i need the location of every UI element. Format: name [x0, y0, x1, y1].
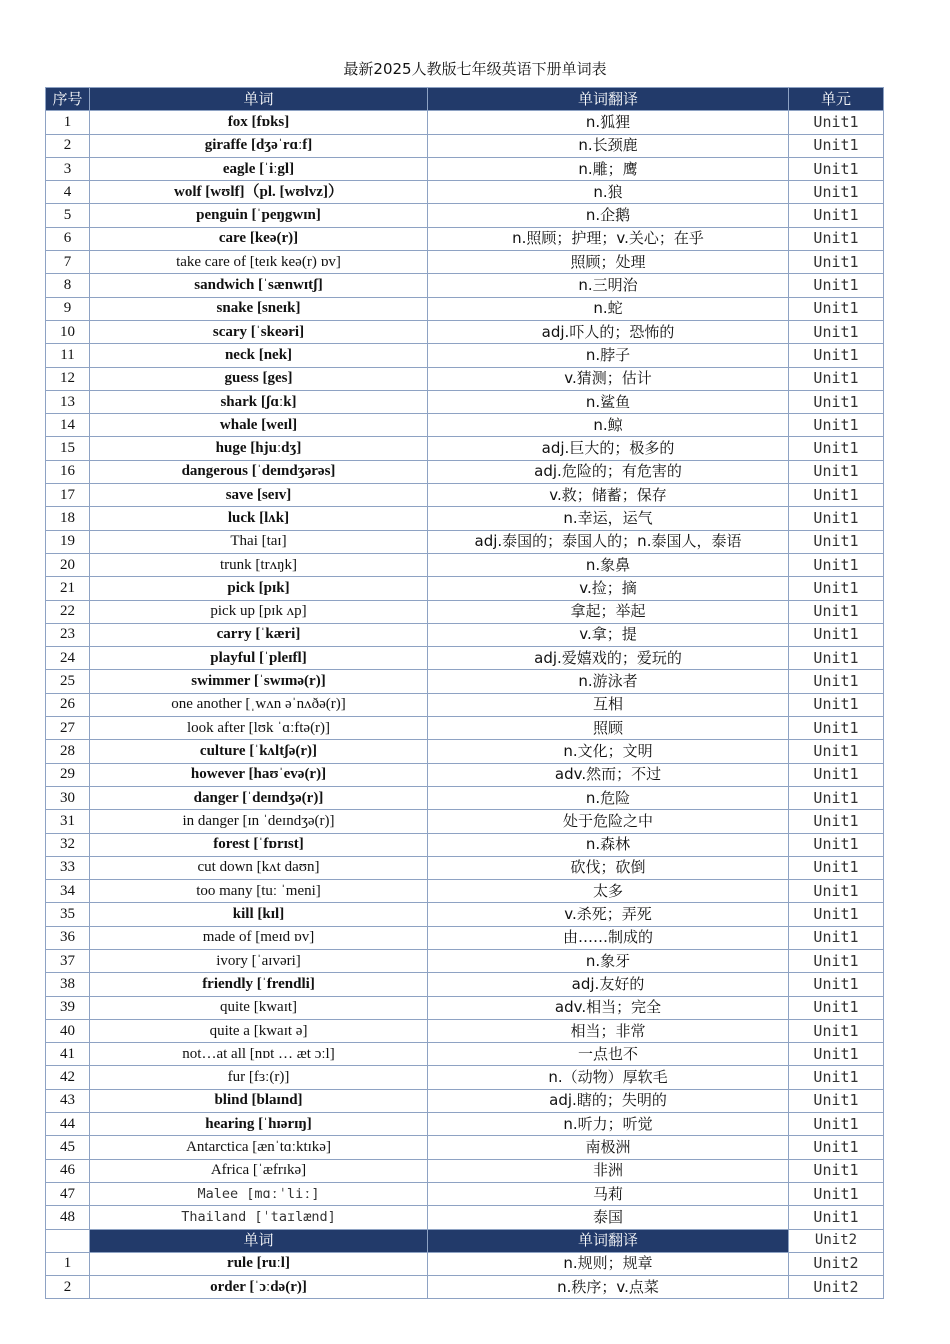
- word-cell: in danger [ɪn ˈdeɪndʒə(r)]: [90, 810, 428, 833]
- translation-cell: 互相: [428, 693, 789, 716]
- row-number: 24: [46, 647, 90, 670]
- unit-cell: Unit1: [789, 484, 884, 507]
- row-number: 1: [46, 1252, 90, 1275]
- row-number: 20: [46, 553, 90, 576]
- table-row: [46, 623, 884, 646]
- table-row: [46, 600, 884, 623]
- table-row: [46, 134, 884, 157]
- word-cell: penguin [ˈpeŋgwɪn]: [90, 204, 428, 227]
- unit-cell: Unit1: [789, 856, 884, 879]
- word-cell: save [seɪv]: [90, 484, 428, 507]
- translation-cell: n.狼: [428, 181, 789, 204]
- unit-cell: Unit1: [789, 320, 884, 343]
- unit-cell: Unit1: [789, 460, 884, 483]
- word-cell: rule [ruːl]: [90, 1252, 428, 1275]
- unit2-header-translation: 单词翻译: [428, 1229, 789, 1252]
- translation-cell: adj.巨大的；极多的: [428, 437, 789, 460]
- unit-cell: Unit1: [789, 297, 884, 320]
- translation-cell: n.听力；听觉: [428, 1113, 789, 1136]
- table-row: [46, 484, 884, 507]
- unit-cell: Unit1: [789, 1182, 884, 1205]
- word-cell: order [ˈɔːdə(r)]: [90, 1276, 428, 1299]
- unit-cell: Unit1: [789, 157, 884, 180]
- row-number: 2: [46, 1276, 90, 1299]
- table-row: [46, 810, 884, 833]
- unit-cell: Unit1: [789, 600, 884, 623]
- row-number: 36: [46, 926, 90, 949]
- translation-cell: n.企鹅: [428, 204, 789, 227]
- unit-cell: Unit1: [789, 973, 884, 996]
- table-row: [46, 1019, 884, 1042]
- word-cell: one another [ˌwʌn əˈnʌðə(r)]: [90, 693, 428, 716]
- table-row: [46, 740, 884, 763]
- table-row: [46, 647, 884, 670]
- row-number: 25: [46, 670, 90, 693]
- row-number: 41: [46, 1043, 90, 1066]
- table-row: [46, 111, 884, 134]
- row-number: 23: [46, 623, 90, 646]
- unit-cell: Unit1: [789, 996, 884, 1019]
- row-number: 13: [46, 390, 90, 413]
- table-row: [46, 1066, 884, 1089]
- unit-cell: Unit1: [789, 1206, 884, 1229]
- translation-cell: 照顾: [428, 717, 789, 740]
- translation-cell: 拿起；举起: [428, 600, 789, 623]
- unit-cell: Unit1: [789, 1113, 884, 1136]
- row-number: 26: [46, 693, 90, 716]
- word-cell: quite a [kwaɪt ə]: [90, 1019, 428, 1042]
- translation-cell: 处于危险之中: [428, 810, 789, 833]
- word-cell: luck [lʌk]: [90, 507, 428, 530]
- word-cell: not…at all [nɒt … æt ɔːl]: [90, 1043, 428, 1066]
- unit-cell: Unit1: [789, 717, 884, 740]
- translation-cell: n.文化；文明: [428, 740, 789, 763]
- row-number: 21: [46, 577, 90, 600]
- unit-cell: Unit1: [789, 344, 884, 367]
- row-number: 1: [46, 111, 90, 134]
- unit-cell: Unit1: [789, 530, 884, 553]
- row-number: 39: [46, 996, 90, 1019]
- table-row: [46, 1136, 884, 1159]
- translation-cell: v.捡；摘: [428, 577, 789, 600]
- word-cell: huge [hjuːdʒ]: [90, 437, 428, 460]
- row-number: 6: [46, 227, 90, 250]
- word-cell: dangerous [ˈdeɪndʒərəs]: [90, 460, 428, 483]
- word-cell: sandwich [ˈsænwɪtʃ]: [90, 274, 428, 297]
- row-number: 19: [46, 530, 90, 553]
- row-number: 48: [46, 1206, 90, 1229]
- translation-cell: v.救；储蓄；保存: [428, 484, 789, 507]
- table-row: [46, 1276, 884, 1299]
- row-number: 34: [46, 880, 90, 903]
- word-cell: too many [tuː ˈmeni]: [90, 880, 428, 903]
- row-number: 4: [46, 181, 90, 204]
- unit-cell: Unit1: [789, 926, 884, 949]
- translation-cell: n.（动物）厚软毛: [428, 1066, 789, 1089]
- translation-cell: adj.爱嬉戏的；爱玩的: [428, 647, 789, 670]
- word-cell: cut down [kʌt daʊn]: [90, 856, 428, 879]
- translation-cell: 砍伐；砍倒: [428, 856, 789, 879]
- unit-cell: Unit1: [789, 1043, 884, 1066]
- word-cell: Antarctica [ænˈtɑːktɪkə]: [90, 1136, 428, 1159]
- word-cell: guess [ges]: [90, 367, 428, 390]
- translation-cell: n.鲸: [428, 414, 789, 437]
- unit2-header-word: 单词: [90, 1229, 428, 1252]
- row-number: 10: [46, 320, 90, 343]
- unit-cell: Unit1: [789, 949, 884, 972]
- row-number: 16: [46, 460, 90, 483]
- table-row: [46, 507, 884, 530]
- row-number: 42: [46, 1066, 90, 1089]
- table-row: [46, 1252, 884, 1275]
- row-number: 38: [46, 973, 90, 996]
- table-row: [46, 530, 884, 553]
- unit-cell: Unit1: [789, 903, 884, 926]
- translation-cell: 太多: [428, 880, 789, 903]
- translation-cell: 马莉: [428, 1182, 789, 1205]
- table-row: [46, 390, 884, 413]
- unit-cell: Unit1: [789, 274, 884, 297]
- row-number: 30: [46, 786, 90, 809]
- word-cell: kill [kɪl]: [90, 903, 428, 926]
- word-cell: culture [ˈkʌltʃə(r)]: [90, 740, 428, 763]
- table-row: [46, 367, 884, 390]
- row-number: 29: [46, 763, 90, 786]
- row-number: 40: [46, 1019, 90, 1042]
- translation-cell: v.猜测；估计: [428, 367, 789, 390]
- table-row: [46, 274, 884, 297]
- vocab-table: [45, 87, 884, 1299]
- header-unit: 单元: [789, 88, 884, 111]
- row-number: 17: [46, 484, 90, 507]
- word-cell: friendly [ˈfrendli]: [90, 973, 428, 996]
- row-number: 33: [46, 856, 90, 879]
- unit-cell: Unit1: [789, 390, 884, 413]
- unit-cell: Unit1: [789, 810, 884, 833]
- word-cell: wolf [wʊlf]（pl. [wʊlvz]）: [90, 181, 428, 204]
- table-row: [46, 693, 884, 716]
- word-cell: care [keə(r)]: [90, 227, 428, 250]
- word-cell: blind [blaɪnd]: [90, 1089, 428, 1112]
- word-cell: forest [ˈfɒrɪst]: [90, 833, 428, 856]
- table-row: [46, 880, 884, 903]
- translation-cell: n.规则；规章: [428, 1252, 789, 1275]
- unit-cell: Unit2: [789, 1276, 884, 1299]
- translation-cell: n.狐狸: [428, 111, 789, 134]
- unit2-header-unit: Unit2: [789, 1229, 884, 1252]
- word-cell: take care of [teɪk keə(r) ɒv]: [90, 251, 428, 274]
- word-cell: danger [ˈdeɪndʒə(r)]: [90, 786, 428, 809]
- word-cell: pick [pɪk]: [90, 577, 428, 600]
- row-number: 7: [46, 251, 90, 274]
- row-number: 3: [46, 157, 90, 180]
- table-header-row: [46, 88, 884, 111]
- table-row: [46, 670, 884, 693]
- translation-cell: 由……制成的: [428, 926, 789, 949]
- word-cell: Africa [ˈæfrɪkə]: [90, 1159, 428, 1182]
- translation-cell: n.照顾；护理；v.关心；在乎: [428, 227, 789, 250]
- word-cell: scary [ˈskeəri]: [90, 320, 428, 343]
- translation-cell: n.三明治: [428, 274, 789, 297]
- word-cell: quite [kwaɪt]: [90, 996, 428, 1019]
- translation-cell: 南极洲: [428, 1136, 789, 1159]
- translation-cell: n.雕；鹰: [428, 157, 789, 180]
- unit-cell: Unit1: [789, 553, 884, 576]
- unit-cell: Unit1: [789, 367, 884, 390]
- translation-cell: adj.友好的: [428, 973, 789, 996]
- row-number: 27: [46, 717, 90, 740]
- unit-cell: Unit1: [789, 1019, 884, 1042]
- table-row: [46, 460, 884, 483]
- word-cell: whale [weɪl]: [90, 414, 428, 437]
- translation-cell: adj.泰国的；泰国人的；n.泰国人，泰语: [428, 530, 789, 553]
- row-number: 31: [46, 810, 90, 833]
- translation-cell: n.蛇: [428, 297, 789, 320]
- table-row: [46, 926, 884, 949]
- word-cell: fur [fɜː(r)]: [90, 1066, 428, 1089]
- word-cell: playful [ˈpleɪfl]: [90, 647, 428, 670]
- table-row: [46, 437, 884, 460]
- unit2-header-blank: [46, 1229, 90, 1252]
- translation-cell: 非洲: [428, 1159, 789, 1182]
- translation-cell: n.幸运，运气: [428, 507, 789, 530]
- row-number: 8: [46, 274, 90, 297]
- translation-cell: adv.然而；不过: [428, 763, 789, 786]
- word-cell: snake [sneɪk]: [90, 297, 428, 320]
- word-cell: neck [nek]: [90, 344, 428, 367]
- unit-cell: Unit1: [789, 204, 884, 227]
- unit-cell: Unit1: [789, 1089, 884, 1112]
- table-row: [46, 1182, 884, 1205]
- table-row: [46, 181, 884, 204]
- unit-cell: Unit1: [789, 437, 884, 460]
- translation-cell: n.象牙: [428, 949, 789, 972]
- row-number: 47: [46, 1182, 90, 1205]
- translation-cell: n.游泳者: [428, 670, 789, 693]
- unit-cell: Unit1: [789, 740, 884, 763]
- translation-cell: adv.相当；完全: [428, 996, 789, 1019]
- table-row: [46, 996, 884, 1019]
- row-number: 45: [46, 1136, 90, 1159]
- row-number: 18: [46, 507, 90, 530]
- translation-cell: n.鲨鱼: [428, 390, 789, 413]
- word-cell: hearing [ˈhɪərɪŋ]: [90, 1113, 428, 1136]
- unit-cell: Unit1: [789, 1159, 884, 1182]
- word-cell: eagle [ˈiːgl]: [90, 157, 428, 180]
- translation-cell: n.象鼻: [428, 553, 789, 576]
- unit-cell: Unit1: [789, 763, 884, 786]
- unit-cell: Unit1: [789, 414, 884, 437]
- word-cell: swimmer [ˈswɪmə(r)]: [90, 670, 428, 693]
- table-row: [46, 577, 884, 600]
- row-number: 22: [46, 600, 90, 623]
- unit-cell: Unit1: [789, 134, 884, 157]
- table-row: [46, 717, 884, 740]
- table-row: [46, 320, 884, 343]
- table-row: [46, 856, 884, 879]
- row-number: 5: [46, 204, 90, 227]
- table-row: [46, 227, 884, 250]
- unit-cell: Unit1: [789, 647, 884, 670]
- translation-cell: v.拿；提: [428, 623, 789, 646]
- unit-cell: Unit1: [789, 693, 884, 716]
- unit-cell: Unit1: [789, 111, 884, 134]
- table-row: [46, 973, 884, 996]
- unit-cell: Unit2: [789, 1252, 884, 1275]
- word-cell: Thailand [ˈtaɪlænd]: [90, 1206, 428, 1229]
- table-row: [46, 251, 884, 274]
- row-number: 32: [46, 833, 90, 856]
- table-row: [46, 1113, 884, 1136]
- row-number: 11: [46, 344, 90, 367]
- row-number: 44: [46, 1113, 90, 1136]
- header-translation: 单词翻译: [428, 88, 789, 111]
- table-row: [46, 833, 884, 856]
- translation-cell: n.秩序；v.点菜: [428, 1276, 789, 1299]
- row-number: 35: [46, 903, 90, 926]
- word-cell: ivory [ˈaɪvəri]: [90, 949, 428, 972]
- translation-cell: 照顾；处理: [428, 251, 789, 274]
- table-row: [46, 949, 884, 972]
- unit-cell: Unit1: [789, 507, 884, 530]
- translation-cell: n.长颈鹿: [428, 134, 789, 157]
- table-row: [46, 1089, 884, 1112]
- table-row: [46, 1206, 884, 1229]
- row-number: 12: [46, 367, 90, 390]
- row-number: 46: [46, 1159, 90, 1182]
- row-number: 9: [46, 297, 90, 320]
- unit-cell: Unit1: [789, 251, 884, 274]
- table-row: [46, 344, 884, 367]
- row-number: 2: [46, 134, 90, 157]
- translation-cell: n.危险: [428, 786, 789, 809]
- word-cell: carry [ˈkæri]: [90, 623, 428, 646]
- word-cell: giraffe [dʒəˈrɑːf]: [90, 134, 428, 157]
- word-cell: shark [ʃɑːk]: [90, 390, 428, 413]
- unit-cell: Unit1: [789, 181, 884, 204]
- row-number: 28: [46, 740, 90, 763]
- translation-cell: n.脖子: [428, 344, 789, 367]
- unit-cell: Unit1: [789, 1066, 884, 1089]
- table-row: [46, 157, 884, 180]
- table-row: [46, 1043, 884, 1066]
- table-row: [46, 1159, 884, 1182]
- translation-cell: 泰国: [428, 1206, 789, 1229]
- table-row: [46, 903, 884, 926]
- unit-cell: Unit1: [789, 833, 884, 856]
- table-row: [46, 204, 884, 227]
- unit-cell: Unit1: [789, 623, 884, 646]
- word-cell: Malee [mɑːˈliː]: [90, 1182, 428, 1205]
- translation-cell: n.森林: [428, 833, 789, 856]
- translation-cell: 相当；非常: [428, 1019, 789, 1042]
- unit-cell: Unit1: [789, 786, 884, 809]
- table-row: [46, 553, 884, 576]
- translation-cell: v.杀死；弄死: [428, 903, 789, 926]
- translation-cell: adj.吓人的；恐怖的: [428, 320, 789, 343]
- row-number: 15: [46, 437, 90, 460]
- word-cell: made of [meɪd ɒv]: [90, 926, 428, 949]
- unit2-header-row: [46, 1229, 884, 1252]
- unit-cell: Unit1: [789, 577, 884, 600]
- row-number: 43: [46, 1089, 90, 1112]
- word-cell: fox [fɒks]: [90, 111, 428, 134]
- table-row: [46, 297, 884, 320]
- unit-cell: Unit1: [789, 1136, 884, 1159]
- translation-cell: adj.瞎的；失明的: [428, 1089, 789, 1112]
- word-cell: trunk [trʌŋk]: [90, 553, 428, 576]
- translation-cell: 一点也不: [428, 1043, 789, 1066]
- word-cell: pick up [pɪk ʌp]: [90, 600, 428, 623]
- word-cell: however [haʊˈevə(r)]: [90, 763, 428, 786]
- header-num: 序号: [46, 88, 90, 111]
- table-row: [46, 763, 884, 786]
- unit-cell: Unit1: [789, 227, 884, 250]
- word-cell: Thai [taɪ]: [90, 530, 428, 553]
- table-row: [46, 786, 884, 809]
- unit-cell: Unit1: [789, 880, 884, 903]
- translation-cell: adj.危险的；有危害的: [428, 460, 789, 483]
- header-word: 单词: [90, 88, 428, 111]
- table-row: [46, 414, 884, 437]
- page-title: 最新2025人教版七年级英语下册单词表: [343, 60, 607, 78]
- word-cell: look after [lʊk ˈɑːftə(r)]: [90, 717, 428, 740]
- unit-cell: Unit1: [789, 670, 884, 693]
- row-number: 14: [46, 414, 90, 437]
- row-number: 37: [46, 949, 90, 972]
